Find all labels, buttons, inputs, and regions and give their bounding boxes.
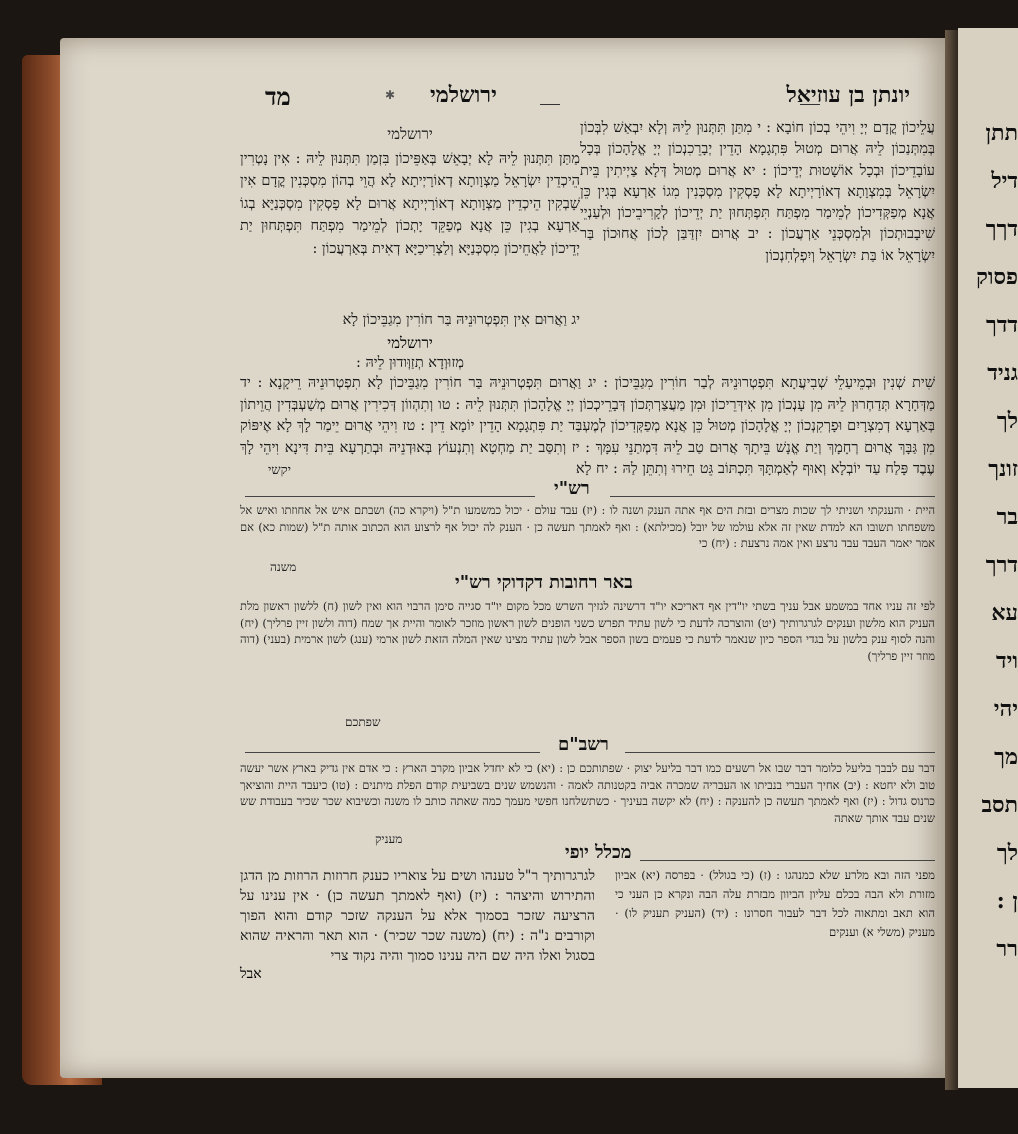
facing-page-line: ויד [996,648,1018,674]
catchword-aval: אבל [240,966,262,982]
facing-page-line: תסב [981,792,1018,818]
jerusalmi-continuation [240,310,580,374]
facing-page-line: דיל [991,168,1018,194]
page-number: מד [265,82,291,111]
michlal-yofi-text-right: מפני הזה ובא מלרע שלא כמנהגו : (ז) (כי בגולל) · בפרסה (יא) אביון מזורת ולא הבה בכלם עליון הביוון מבזרת עלה הבה ונקרא כן העני כי הוא תאב ומתאוה לכל דבר לעבור חסרונו : (יד) (העניק תעניק לו) · מעניק (משלי א) וענקים [615,868,935,939]
jerusalmi-verse-text [240,310,580,332]
facing-page-line: דרך [985,552,1018,578]
facing-page-line: מך [994,744,1018,770]
rule [610,496,935,497]
header-title-right: יונתן בן עוזיאל [786,82,910,108]
jonathan-column [580,118,935,267]
facing-page [958,28,1018,1088]
verse-marker: יג [571,312,580,328]
header-title-left: ירושלמי [430,82,497,108]
facing-page-line: יהי [993,696,1018,722]
rashi-commentary [240,502,935,552]
michlal-yofi-left-column [240,866,595,983]
facing-page-line: דךך [985,216,1018,242]
jerusalmi-title-2: ירושלמי [387,333,433,352]
beer-title: באר רחובות דקדוקי רש"י [455,572,633,593]
book-gutter [945,30,959,1090]
jerusalmi-text-2: מְזוּוְדָא תְזַוְּודוּן לֵיהּ : [355,354,465,371]
full-width-text [240,373,935,481]
rule [245,496,535,497]
facing-page-line: ן : [996,888,1018,914]
beer-commentary [240,598,935,664]
running-header [265,82,950,122]
facing-page-line: רר [996,936,1018,962]
facing-page-line: לך [996,840,1018,866]
michlal-yofi-right-column [615,866,935,942]
beer-text: לפי זה עניו אחד במשמע אבל עניך בשתי יו"דין אף דאריכא יו"ד דרשינה לגזיך השרש מכל מקום יו"ד סגייה סימן הרבוי הוא ואין לשון (ח) ללשון ראשון מלת העניק הוא מלשון וענקים לגרגרותיך (יט) והוצרכה לדעת כי לשון עתיד תפרש כשני הופנים לשון ראשון מוזכר לאומר והיית אך שמח (דוה ולשון זיין פרליך) (יח) והנה לסוף ענק בלשון על בגדי הספר כיון שנאמר לדעת כי פעמים בשון הספר אבל לשון עתיד מצינו שאין המלה הזאת לשון ארמי (ענג) לשון ארמית (בעני) (דוה מוזר זיין פרליך) [240,599,935,663]
facing-page-line: תתן [985,120,1018,146]
ornament-icon: ✱ [385,88,396,102]
facing-page-line: לך [996,408,1018,434]
rashbam-commentary [240,760,935,826]
rashbam-title: רשב"ם [558,734,609,755]
michlal-yofi-title: מכלל יופי [565,842,632,863]
facing-page-line: גניד [987,360,1018,386]
full-width-targum: שִׁית שְׁנִין וּבְמֵיעַלֵי שְׁבִיעֲתָא תִּפְטְרוּנֵיהּ לְבַר חוֹרִין מִגַבֵּיכוֹן : יג וַאֲרוּם תִּפְטְרוּנֵיהּ בַּר חוֹרִין מִגַבֵּיכוֹן לָא תִפְטְרוּנֵיהּ רֵיקָנָא : יד מַדְּחָרָא תְּדַחְרוּן לֵיהּ מִן עָנְכוֹן מִן אִידְּרֵיכוֹן וּמִן מַעֲצַרְתְּכוֹן דְּבָרֵיכְכוֹן יְיָ אֱלָהָכוֹן תִּתְּנוּן לֵיהּ : טו וְתִהְווֹן דְּכִירִין אֲרוּם מְשַׁעְבְּדִין הֲוֵיתוֹן בְּאַרְעָא דְמִצְרָיִם וּפָרְקִנְכוֹן יְיָ אֱלָהָכוֹן מְטוּל כֵּן אֲנָא מְפַקְּדִיכוֹן לְמֶעְבַּד יַת פִּתְגָמָא הָדֵין יוֹמָא דֵין : טז וִיהֵי אֲרוּם יֵימַר לָךְ לָא אֶיפּוֹק מִן גַּבָּךְ אֲרוּם רְחָמָךְ וְיַת אֱנָשׁ בֵּיתָךְ אֲרוּם טַב לֵיהּ דִּמְתַנֵּי עִמָּךְ : יז וְתִסַּב יַת מַחְטָא וְתִנְעוֹץ בְּאוּדְנֵיהּ וּבְתַרְעָא בֵּית דִּינָא וִיהֵי לָךְ עֶבֶד פָּלַח עַד יוֹבְלָא וְאוּף לְאַמְתָּךְ תִּכְתּוֹב גֵּט חֵירוּ וְתִתֵּן לַהּ : יח לָא [240,375,935,478]
jerusalmi-verse: וַאֲרוּם אִין תִּפְטְרוּנֵיהּ בַּר חוֹרִין מִגַבֵּיכוֹן לָא [342,312,567,328]
facing-page-line: עא [991,600,1018,626]
jerusalmi-column [240,125,580,260]
rule [245,752,540,753]
catchword-yekashe: יקשי [268,463,291,478]
header-rule [540,104,560,105]
rule [640,860,935,861]
catchword-mishna: משנה [270,560,297,574]
facing-page-line: זונך [988,456,1018,482]
facing-page-line: דדך [986,312,1018,338]
rashi-text: היית · והענקתי ושניתי לך שכות מצרים ובזת הים אף אתה הענק ושנה לו : (יז) עבד עולם · יכול כמשמעו ת"ל (ויקרא כה) ושבתם איש אל אחוזתו ואיש אל משפחתו תשובו הא למדת שאין זה אלא עולמו של יובל (מכילתא) : ואף לאמתך תעשה כן · הענק לה יכול אף לרצוע הוא הכתוב אותה ת"ל (שמות כא) אם אמר יאמר העבד עבד נרצע ואין אמה נרצעת : (יח) כי [240,503,935,551]
catchword-maaneik: מעניק [375,832,403,846]
jerusalmi-title: ירושלמי [387,125,433,143]
rashbam-text: דבר עם לבבך בליעל כלומר דבר שבו אל רשעים כמו דבר בליעל יצוק · שפתותכם כן : (יא) כי לא יחדל אביון מקרב הארץ : כי אדם אין גדיק בארץ אשר יעשה טוב ולא יחטא : (יב) אחיך העברי בנביתו או העבריה שמכרה אביה בקטנותה לאמה · והנשמש שנים בשביעית קודם הפלת מיתנים : (טו) כיעבד היית והוציאך כרנוס גדול : (יז) ואף לאמתך תעשה כן להענקה : (יח) לא יקשה בעיניך · כשתשלחנו חפשי מעמך כמה שאתה כותב לו משנה וכשיבוא שכר שכיר בעבודת שש שנים עבד אותך שאתה [240,761,935,825]
jerusalmi-text: מַתַּן תִּתְּנוּן לֵיהּ לָא יְבָאֵשׁ בְּאַפֵּיכוֹן בִּזְמַן תִּתְּנוּן לֵיהּ : אִין נָטְרִין הֵיכְדֵין יִשְׂרָאֵל מַצְוָותָא דְאוֹרָיְיתָא לָא הֲוֵי בְהוֹן מִסְכְּנִין קֳדָם אִין שָׁבְקִין הֵיכְדֵין מַצְוָותָא דְאוֹרָיְיתָא אֲרוּם לָא פָסְקִין מִסְכְּנַיָּא בְגוֹ אַרְעָא בְגִין כֵּן אֲנָא מְפַקֵּד יָתְכוֹן לְמֵימַר מִפְתַּח תִּפְתְּחוּן יַת יְדֵיכוֹן לַאֲחֵיכוֹן מִסְכְּנַיָּא וְלַצְרִיכַיָּא דְאִית בְּאַרְעֲכוֹן : [240,151,580,257]
jonathan-text: עֲלֵיכוֹן קֳדָם יְיָ וִיהֵי בְכוֹן חוֹבָא : י מִתַּן תִּתְּנוּן לֵיהּ וְלָא יִבְאַשׁ לִבְּכוֹן בְּמִתְּנַכוֹן לֵיהּ אֲרוּם מְטוּל פִּתְגָמָא הָדֵין יְבָרֵכִנְכוֹן יְיָ אֱלָהָכוֹן בְּכָל עוֹבָדֵיכוֹן וּבְכָל אוֹשָׁטוּת יְדֵיכוֹן : יא אֲרוּם מְטוּל דְּלָא צַיְיתִין בֵּית יִשְׂרָאֵל בְּמִצְוָתָא דְאוֹרָיְיתָא לָא פָסְקִין מִסְכְּנִין מִגוֹ אַרְעָא בְּגִין כֵּן אֲנָא מְפַקְּדִיכוֹן לְמֵימַר מִפְתַּח תִּפְתְּחוּן יַת יְדֵיכוֹן לְקָרִיבֵיכוֹן וּלְעַנְיֵי שִׁיבָבוּתְכוֹן וּלְמִסְכְּנֵי אַרְעֲכוֹן : יב אֲרוּם יִזְדַּבַּן לְכוֹן אֲחוּכוֹן בַּר יִשְׂרָאֵל אוֹ בַּת יִשְׂרָאֵל וְיִפְלְחִנְכוֹן [580,120,935,264]
rashi-title: רש"י [554,478,590,499]
michlal-yofi-text-left: לגרגרותיך ר"ל טענהו ושים על צואריו כענק חרוזות הרוזות מן הדגן והתירוש והיצהר : (יז) (ואף לאמתך תעשה כן) · אין ענינו על הרציעה שזכר בסמוך אלא על הענקה שזכר קודם והוא הפוך וקורבים נ"ה : (יח) (משנה שכר שכיר) · הוא תאר והראיה שהוא בסגול ואלו היה שם היה ענינו סמוך והיה נקוד צרי [240,868,595,964]
facing-page-line: פסוק [976,264,1018,290]
facing-page-line: בר [996,504,1018,530]
rule [625,752,935,753]
catchword-sifteichem: שפתכם [345,715,381,729]
